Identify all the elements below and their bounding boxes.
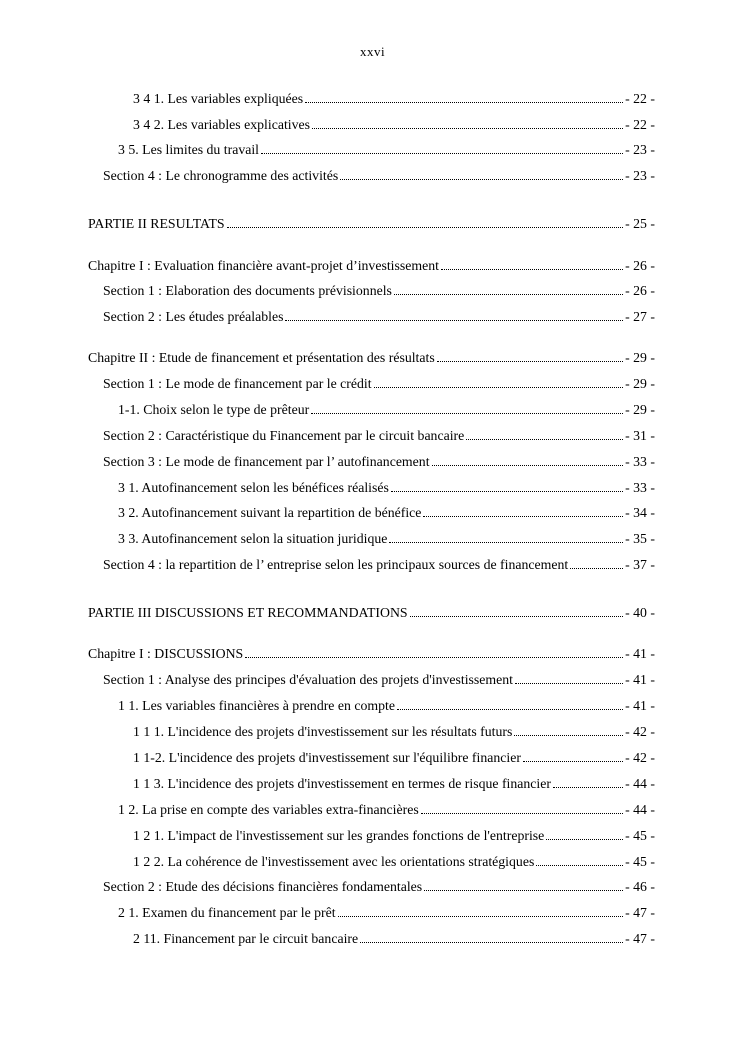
toc-entry-page: - 44 - [625, 802, 655, 817]
toc-entry-page: - 29 - [625, 402, 655, 417]
toc-entry[interactable] [118, 503, 655, 521]
toc-entry[interactable] [133, 722, 655, 740]
toc-entry-title: 1 1 1. L'incidence des projets d'investissement sur les résultats futurs [133, 724, 513, 739]
toc-entry-title: 1 2. La prise en compte des variables extra-financières [118, 802, 419, 817]
toc-entry-page: - 26 - [625, 258, 655, 273]
toc-entry-page: - 31 - [625, 428, 655, 443]
toc-entry-title: Section 3 : Le mode de financement par l’ autofinancement [103, 454, 430, 469]
toc-entry[interactable] [103, 452, 655, 470]
toc-entry-chapter[interactable] [88, 348, 655, 366]
toc-entry-title: PARTIE III DISCUSSIONS ET RECOMMANDATIONS [88, 605, 408, 620]
toc-entry-title: 3 2. Autofinancement suivant la repartition de bénéfice [118, 505, 422, 520]
toc-entry-title: Section 1 : Elaboration des documents prévisionnels [103, 283, 392, 298]
toc-entry-title: 2 1. Examen du financement par le prêt [118, 905, 336, 920]
toc-entry[interactable] [118, 800, 655, 818]
toc-entry-title: 3 3. Autofinancement selon la situation juridique [118, 531, 388, 546]
toc-entry-page: - 25 - [625, 216, 655, 231]
toc-entry-title: 1 2 1. L'impact de l'investissement sur les grandes fonctions de l'entreprise [133, 828, 545, 843]
toc-entry-title: Section 1 : Le mode de financement par le crédit [103, 376, 372, 391]
dot-leader [305, 89, 623, 103]
toc-entry-page: - 47 - [625, 931, 655, 946]
toc-entry-title: 1 1 3. L'incidence des projets d'investissement en termes de risque financier [133, 776, 551, 791]
toc-entry[interactable] [103, 166, 655, 184]
dot-leader [312, 115, 623, 129]
toc-entry[interactable] [103, 374, 655, 392]
toc-entry-page: - 42 - [625, 750, 655, 765]
toc-entry-page: - 22 - [625, 91, 655, 106]
toc-entry-title: Section 2 : Les études préalables [103, 309, 284, 324]
toc-entry[interactable] [133, 929, 655, 947]
dot-leader [389, 529, 623, 543]
toc-entry-page: - 41 - [625, 646, 655, 661]
dot-leader [421, 800, 623, 814]
toc-entry-chapter[interactable] [88, 644, 655, 662]
toc-entry-page: - 45 - [625, 854, 655, 869]
toc-entry[interactable] [118, 529, 655, 547]
toc-entry-title: Section 4 : la repartition de l’ entreprise selon les principaux sources de financement [103, 557, 569, 572]
toc-entry-page: - 23 - [625, 142, 655, 157]
toc-entry-page: - 22 - [625, 117, 655, 132]
toc-entry-page: - 37 - [625, 557, 655, 572]
toc-entry[interactable] [103, 426, 655, 444]
page-number: xxvi [359, 44, 386, 59]
toc-entry[interactable] [133, 852, 655, 870]
dot-leader [546, 826, 623, 840]
toc-entry[interactable] [118, 478, 655, 496]
toc-entry[interactable] [133, 748, 655, 766]
dot-leader [514, 722, 623, 736]
toc-entry[interactable] [133, 115, 655, 133]
toc-entry-title: Chapitre II : Etude de financement et présentation des résultats [88, 350, 435, 365]
toc-entry-title: PARTIE II RESULTATS [88, 216, 225, 231]
toc-entry-page: - 41 - [625, 672, 655, 687]
toc-entry[interactable] [118, 903, 655, 921]
toc-entry-page: - 34 - [625, 505, 655, 520]
toc-entry[interactable] [118, 400, 655, 418]
dot-leader [338, 903, 624, 917]
dot-leader [466, 426, 623, 440]
toc-entry-part[interactable] [88, 603, 655, 621]
toc-entry-title: 1 1. Les variables financières à prendre en compte [118, 698, 395, 713]
toc-entry-page: - 47 - [625, 905, 655, 920]
toc-entry-page: - 42 - [625, 724, 655, 739]
dot-leader [410, 603, 624, 617]
toc-entry-title: 2 11. Financement par le circuit bancaire [133, 931, 359, 946]
toc-entry[interactable] [133, 774, 655, 792]
toc-entry-page: - 46 - [625, 879, 655, 894]
toc-entry-title: 1 2 2. La cohérence de l'investissement avec les orientations stratégiques [133, 854, 535, 869]
toc-entry-title: 1 1-2. L'incidence des projets d'investissement sur l'équilibre financier [133, 750, 521, 765]
dot-leader [441, 256, 623, 270]
toc-entry-title: Chapitre I : Evaluation financière avant-projet d’investissement [88, 258, 439, 273]
toc-entry[interactable] [103, 670, 655, 688]
dot-leader [311, 400, 623, 414]
dot-leader [397, 696, 623, 710]
toc-entry-page: - 44 - [625, 776, 655, 791]
dot-leader [360, 929, 623, 943]
toc-entry-chapter[interactable] [88, 256, 655, 274]
toc-entry-page: - 27 - [625, 309, 655, 324]
toc-entry-page: - 40 - [625, 605, 655, 620]
toc-entry-title: Section 1 : Analyse des principes d'évaluation des projets d'investissement [103, 672, 513, 687]
toc-entry[interactable] [133, 89, 655, 107]
toc-entry[interactable] [103, 307, 655, 325]
dot-leader [340, 166, 623, 180]
dot-leader [437, 348, 623, 362]
dot-leader [424, 877, 623, 891]
toc-entry-title: Section 4 : Le chronogramme des activités [103, 168, 339, 183]
dot-leader [245, 644, 623, 658]
toc-entry-page: - 45 - [625, 828, 655, 843]
toc-entry[interactable] [103, 281, 655, 299]
toc-entry-page: - 35 - [625, 531, 655, 546]
dot-leader [553, 774, 623, 788]
dot-leader [536, 852, 623, 866]
dot-leader [261, 140, 623, 154]
toc-entry-title: Section 2 : Etude des décisions financières fondamentales [103, 879, 423, 894]
toc-entry-title: 3 4 2. Les variables explicatives [133, 117, 311, 132]
toc-entry[interactable] [103, 877, 655, 895]
dot-leader [285, 307, 623, 321]
toc-entry-title: 3 4 1. Les variables expliquées [133, 91, 304, 106]
dot-leader [515, 670, 623, 684]
dot-leader [374, 374, 624, 388]
toc-entry[interactable] [103, 555, 655, 573]
toc-entry-page: - 33 - [625, 454, 655, 469]
dot-leader [227, 214, 624, 228]
dot-leader [391, 478, 623, 492]
toc-entry-page: - 23 - [625, 168, 655, 183]
toc-entry-title: 3 1. Autofinancement selon les bénéfices réalisés [118, 480, 389, 495]
toc-entry-title: 3 5. Les limites du travail [118, 142, 260, 157]
toc-entry-title: 1-1. Choix selon le type de prêteur [118, 402, 310, 417]
toc-entry-title: Chapitre I : DISCUSSIONS [88, 646, 244, 661]
toc-entry[interactable] [118, 696, 655, 714]
dot-leader [432, 452, 624, 466]
dot-leader [423, 503, 623, 517]
toc-entry[interactable] [133, 826, 655, 844]
dot-leader [570, 555, 623, 569]
dot-leader [394, 281, 623, 295]
toc-entry-page: - 33 - [625, 480, 655, 495]
toc-entry[interactable] [118, 140, 655, 158]
toc-entry-page: - 29 - [625, 376, 655, 391]
toc-entry-title: Section 2 : Caractéristique du Financement par le circuit bancaire [103, 428, 465, 443]
dot-leader [523, 748, 623, 762]
toc-entry-part[interactable] [88, 214, 655, 232]
toc-entry-page: - 41 - [625, 698, 655, 713]
toc-entry-page: - 29 - [625, 350, 655, 365]
toc-entry-page: - 26 - [625, 283, 655, 298]
